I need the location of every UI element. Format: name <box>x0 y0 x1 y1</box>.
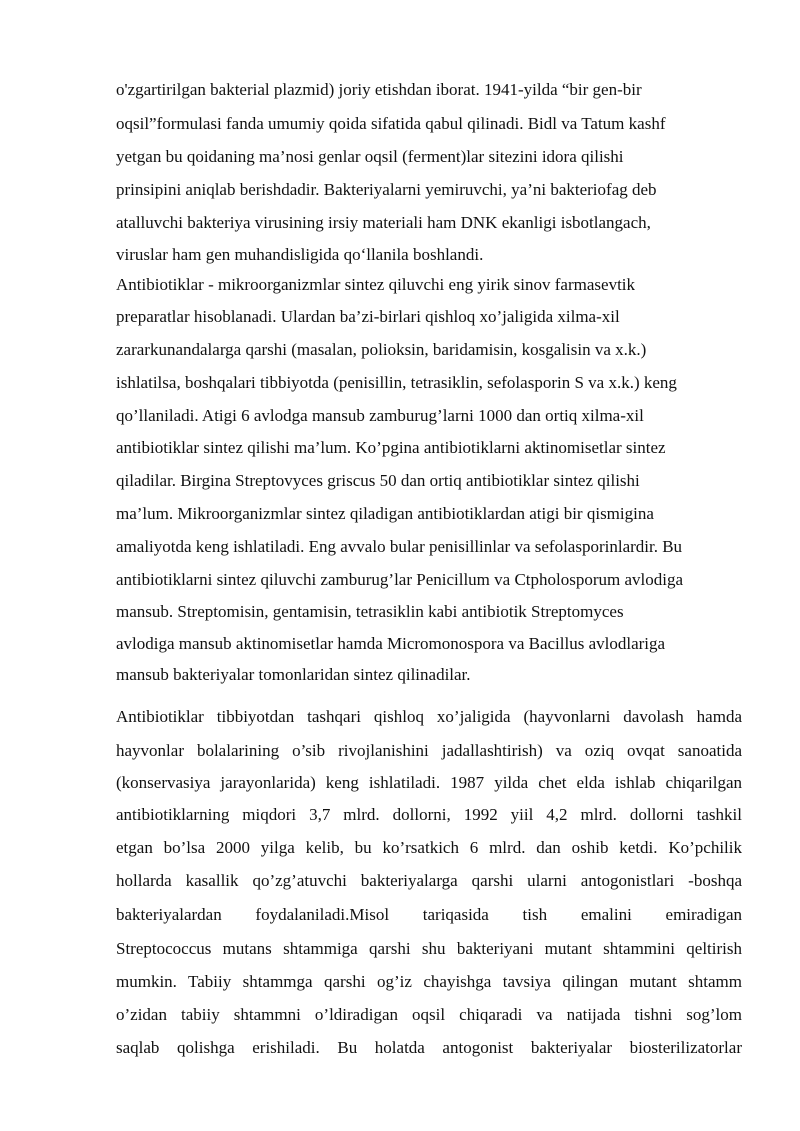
text-line: (konservasiya jarayonlarida) keng ishlatiladi. 1987 yilda chet elda ishlab chiqarilgan <box>116 773 742 792</box>
text-line: zararkunandalarga qarshi (masalan, polioksin, baridamisin, kosgalisin va x.k.) <box>116 340 647 359</box>
text-line: oqsil”formulasi fanda umumiy qoida sifatida qabul qilinadi. Bidl va Tatum kashf <box>116 114 666 133</box>
text-line: qo’llaniladi. Atigi 6 avlodga mansub zamburug’larni 1000 dan ortiq xilma-xil <box>116 406 644 425</box>
text-line: etgan bo’lsa 2000 yilga kelib, bu ko’rsatkich 6 mlrd. dan oshib ketdi. Ko’pchilik <box>116 838 742 857</box>
text-line: bakteriyalardan foydalaniladi.Misol tariqasida tish emalini emiradigan <box>116 905 742 924</box>
text-line: ma’lum. Mikroorganizmlar sintez qiladigan antibiotiklardan atigi bir qismigina <box>116 504 654 523</box>
text-line: o'zgartirilgan bakterial plazmid) joriy etishdan iborat. 1941-yilda “bir gen-bir <box>116 80 642 99</box>
text-line: viruslar ham gen muhandisligida qo‘llanila boshlandi. <box>116 245 484 264</box>
text-line: antibiotiklarning miqdori 3,7 mlrd. dollorni, 1992 yiil 4,2 mlrd. dollorni tashkil <box>116 805 742 824</box>
text-line: antibiotiklarni sintez qiluvchi zamburug’lar Penicillum va Ctpholosporum avlodiga <box>116 570 684 589</box>
text-line: preparatlar hisoblanadi. Ulardan ba’zi-birlari qishloq xo’jaligida xilma-xil <box>116 307 620 326</box>
text-line: Antibiotiklar tibbiyotdan tashqari qishloq xo’jaligida (hayvonlarni davolash hamda <box>116 707 742 726</box>
text-line: saqlab qolishga erishiladi. Bu holatda antogonist bakteriyalar biosterilizatorlar <box>116 1038 742 1057</box>
text-line: Antibiotiklar - mikroorganizmlar sintez qiluvchi eng yirik sinov farmasevtik <box>116 275 636 294</box>
text-line: ishlatilsa, boshqalari tibbiyotda (penisillin, tetrasiklin, sefolasporin S va x.k.) keng <box>116 373 677 392</box>
text-line: mansub bakteriyalar tomonlaridan sintez qilinadilar. <box>116 665 471 684</box>
text-line: mansub. Streptomisin, gentamisin, tetrasiklin kabi antibiotik Streptomyces <box>116 602 624 621</box>
text-line: atalluvchi bakteriya virusining irsiy materiali ham DNK ekanligi isbotlangach, <box>116 213 651 232</box>
text-line: avlodiga mansub aktinomisetlar hamda Micromonospora va Bacillus avlodlariga <box>116 634 666 653</box>
text-line: antibiotiklar sintez qilishi ma’lum. Ko’pgina antibiotiklarni aktinomisetlar sintez <box>116 438 666 457</box>
text-line: prinsipini aniqlab berishdadir. Bakteriyalarni yemiruvchi, ya’ni bakteriofag deb <box>116 180 657 199</box>
text-line: hollarda kasallik qo’zg’atuvchi bakteriyalarga qarshi ularni antogonistlari -boshqa <box>116 871 742 890</box>
text-line: qiladilar. Birgina Streptovyces griscus 50 dan ortiq antibiotiklar sintez qilishi <box>116 471 640 490</box>
text-line: o’zidan tabiiy shtammni o’ldiradigan oqsil chiqaradi va natijada tishni sog’lom <box>116 1005 742 1024</box>
text-line: Streptococcus mutans shtammiga qarshi shu bakteriyani mutant shtammini qeltirish <box>116 939 742 958</box>
text-line: yetgan bu qoidaning ma’nosi genlar oqsil (ferment)lar sitezini idora qilishi <box>116 147 624 166</box>
text-line: amaliyotda keng ishlatiladi. Eng avvalo bular penisillinlar va sefolasporinlardir. Bu <box>116 537 683 556</box>
text-line: hayvonlar bolalarining o’sib rivojlanishini jadallashtirish) va oziq ovqat sanoatida <box>116 741 742 760</box>
text-line: mumkin. Tabiiy shtammga qarshi og’iz chayishga tavsiya qilingan mutant shtamm <box>116 972 742 991</box>
